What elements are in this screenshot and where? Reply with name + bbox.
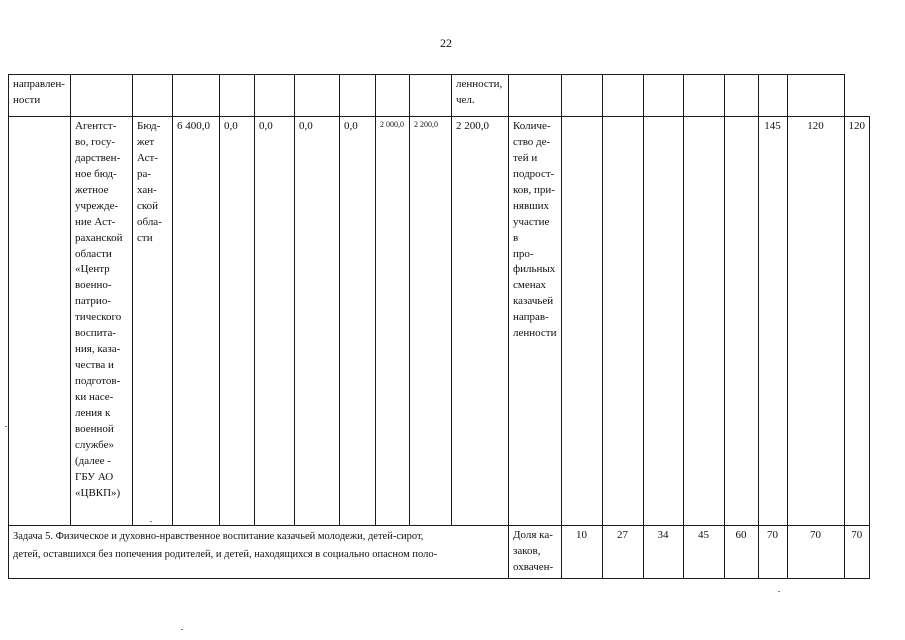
target-cell: 120 (787, 117, 844, 526)
target-cell: 70 (758, 526, 787, 579)
target-cell-empty (787, 75, 844, 117)
target-cell: 27 (602, 526, 643, 579)
amount-cell-empty (255, 75, 295, 117)
amount-cell: 0,0 (340, 117, 376, 526)
table-row-activity (9, 117, 870, 526)
page-number: 22 (440, 36, 452, 50)
target-cell: 45 (683, 526, 724, 579)
source-cell-empty (133, 75, 173, 117)
target-cell-empty (758, 75, 787, 117)
target-cell: 145 (758, 117, 787, 526)
indicator-cell: Количе- ство де- тей и подрост- ков, при- нявших участие в про- фильных сменах казачьей направ- ленности (509, 117, 562, 526)
target-cell (724, 117, 758, 526)
indicator-cell: Доля ка- заков, охвачен- (509, 526, 562, 579)
program-table (8, 74, 870, 579)
amount-cell-empty (410, 75, 452, 117)
target-cell-empty (509, 75, 562, 117)
target-cell: 70 (844, 526, 870, 579)
scan-speck (181, 629, 183, 630)
task-description-cell: Задача 5. Физическое и духовно-нравственное воспитание казачьей молодежи, детей-сирот, детей, оставшихся без попечения родителей, и детей, находящихся в социально опасном поло- (9, 526, 509, 579)
scan-speck (778, 591, 780, 592)
target-cell (683, 117, 724, 526)
amount-cell: 2 200,0 (452, 117, 509, 526)
target-cell: 70 (787, 526, 844, 579)
target-cell: 34 (643, 526, 683, 579)
scan-speck (150, 521, 152, 522)
scan-speck (5, 426, 7, 427)
amount-cell-empty (340, 75, 376, 117)
target-cell-empty (561, 75, 602, 117)
amount-cell-empty (295, 75, 340, 117)
target-cell: 120 (844, 117, 870, 526)
amount-cell: 0,0 (255, 117, 295, 526)
amount-cell: 0,0 (220, 117, 255, 526)
amount-cell: 2 200,0 (410, 117, 452, 526)
amount-cell: 2 000,0 (376, 117, 410, 526)
funding-source-cell: Бюд- жет Аст- ра- хан- ской обла- сти (133, 117, 173, 526)
target-cell-empty (602, 75, 643, 117)
direction-cell: направлен- ности (9, 75, 71, 117)
table-row-continuation (9, 75, 870, 117)
target-cell-empty (683, 75, 724, 117)
amount-cell-empty (173, 75, 220, 117)
direction-cell-empty (9, 117, 71, 526)
amount-cell-empty (376, 75, 410, 117)
executor-cell: Агентст- во, госу- дарствен- ное бюд- жетное учрежде- ние Аст- раханской области «Центр военно- патрио- тического воспита- ния, каза- чества и подготов- ки насе- ления к военной службе» (далее - ГБУ АО «ЦВКП») (71, 117, 133, 526)
table-row-task-5 (9, 526, 870, 579)
target-cell: 60 (724, 526, 758, 579)
target-cell: 10 (561, 526, 602, 579)
executor-cell-empty (71, 75, 133, 117)
target-cell (643, 117, 683, 526)
target-cell (561, 117, 602, 526)
amount-cell: 0,0 (295, 117, 340, 526)
indicator-cell: ленности, чел. (452, 75, 509, 117)
amount-cell-empty (220, 75, 255, 117)
target-cell-empty (724, 75, 758, 117)
target-cell (602, 117, 643, 526)
target-cell-empty (643, 75, 683, 117)
amount-total-cell: 6 400,0 (173, 117, 220, 526)
